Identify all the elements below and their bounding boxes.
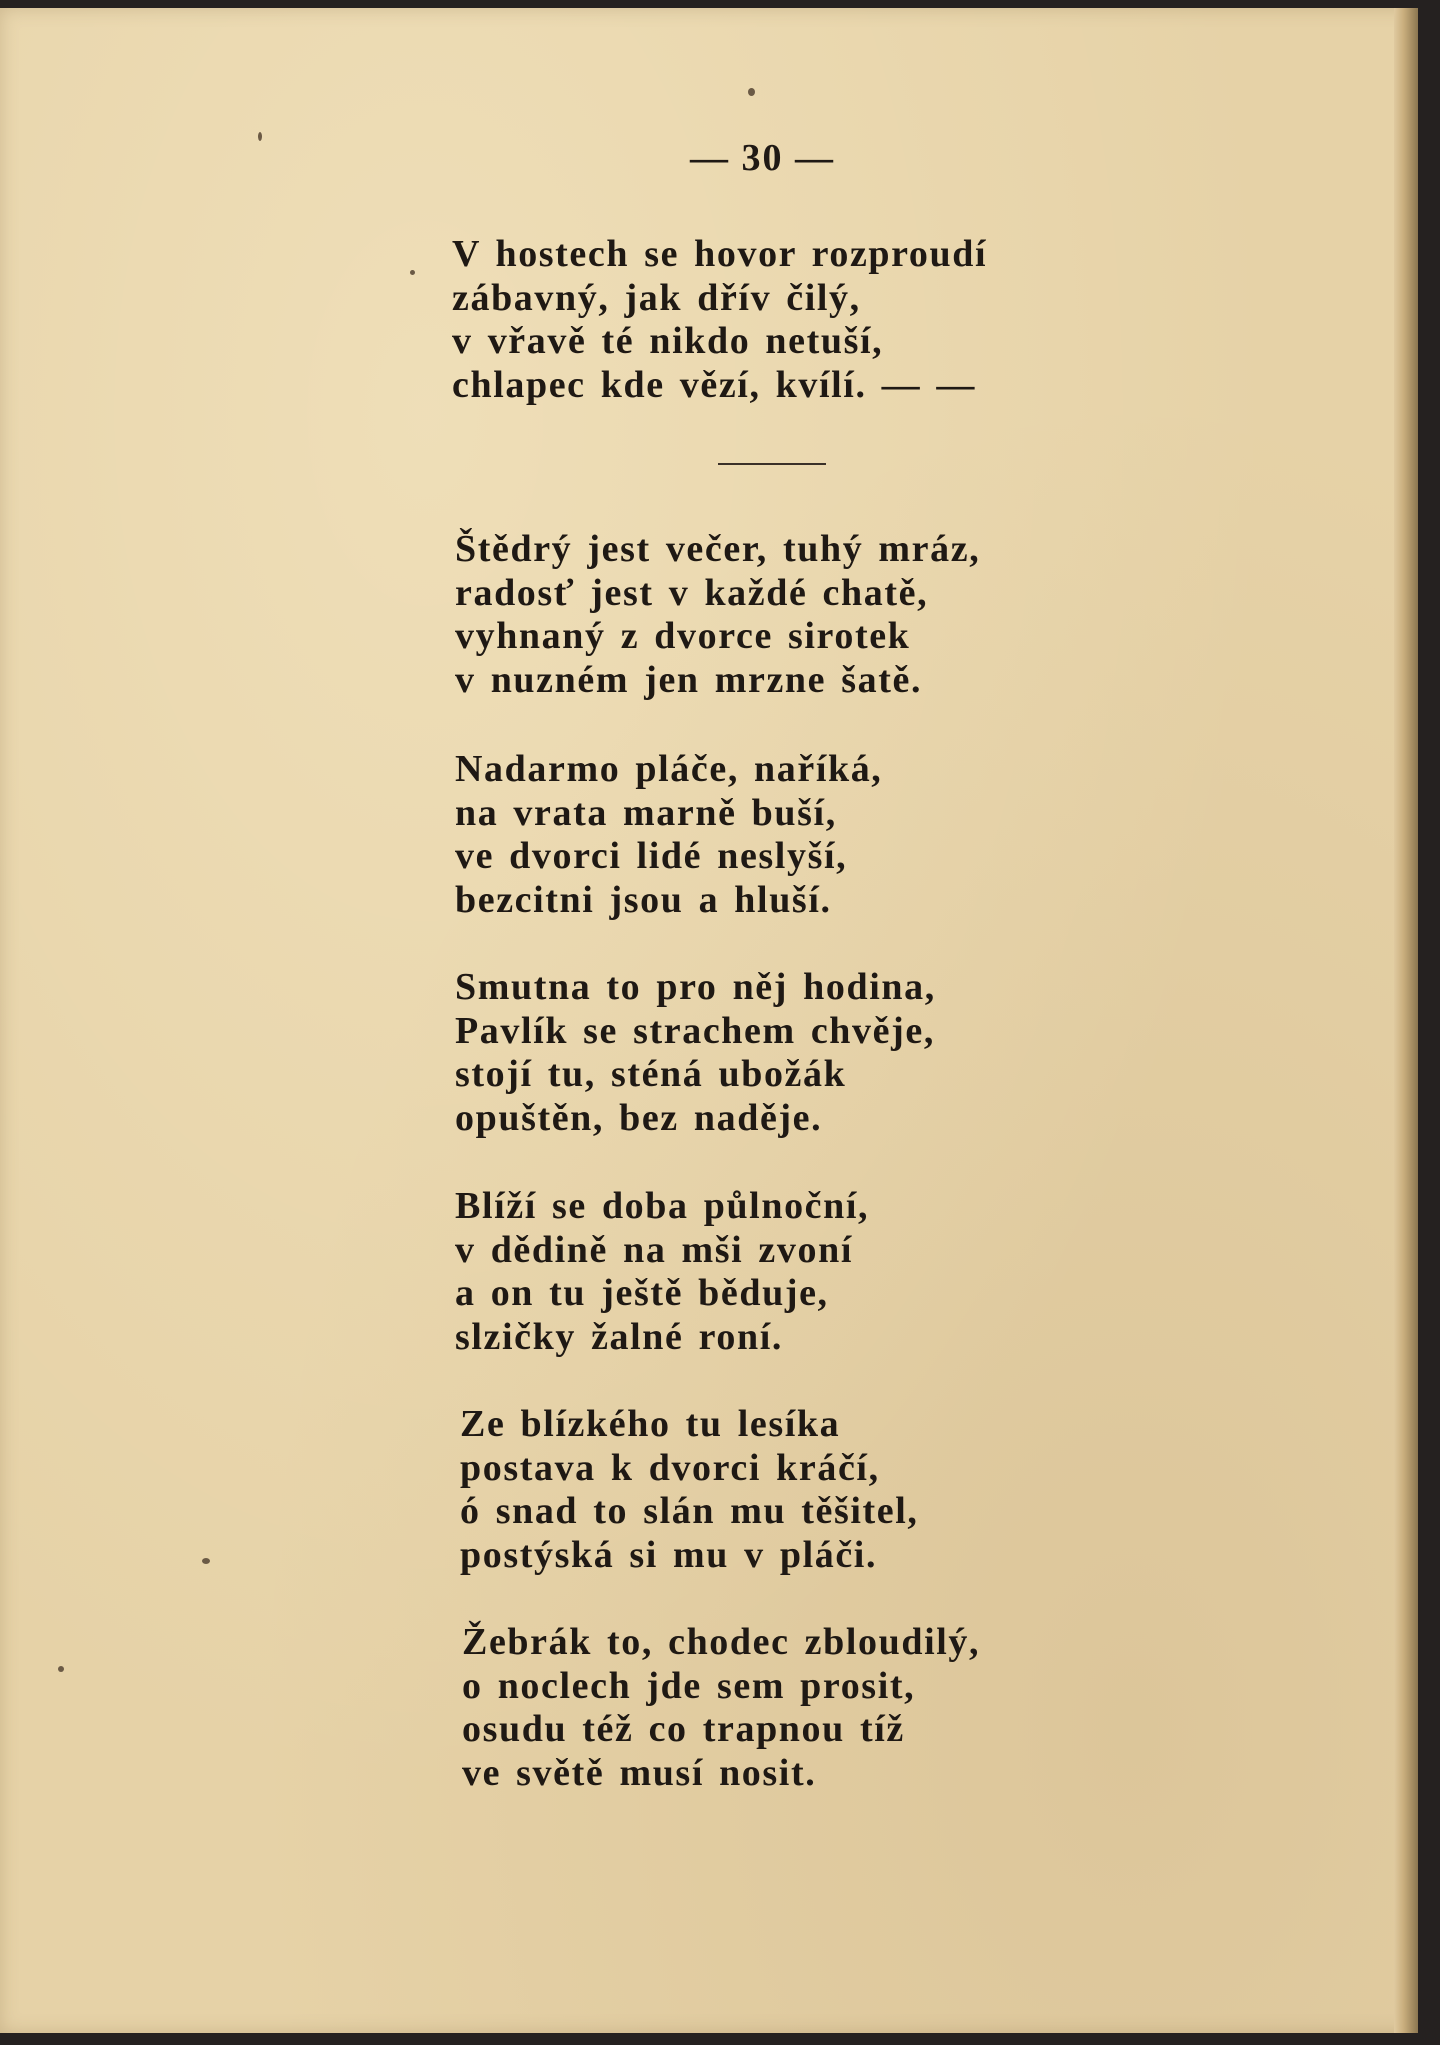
poem-line: vyhnaný z dvorce sirotek [455,615,911,657]
poem-line: v vřavě té nikdo netuší, [452,320,884,362]
poem-line: v dědině na mši zvoní [455,1228,853,1271]
poem-line: radosť jest v každé chatě, [455,571,929,614]
poem-line: opuštěn, bez naděje. [455,1096,823,1139]
poem-line: a on tu ještě běduje, [455,1272,829,1314]
stanza [462,1621,980,1795]
poem-line: stojí tu, sténá ubožák [455,1053,847,1095]
stanza [455,1185,869,1359]
poem-line: Blíží se doba půlnoční, [455,1185,870,1227]
stanza [455,748,882,922]
poem-line: osudu též co trapnou tíž [462,1708,905,1750]
section-divider [718,463,826,465]
page-text [0,8,1418,2033]
poem-line: ve dvorci lidé neslyší, [455,835,848,877]
stanza [455,966,936,1140]
poem-line: na vrata marně buší, [455,791,837,834]
poem-line: v nuzném jen mrzne šatě. [455,658,923,701]
stanza [452,233,987,407]
stanza [455,528,980,702]
poem-line: Žebrák to, chodec zbloudilý, [462,1621,981,1663]
poem-line: chlapec kde vězí, kvílí. — — [452,363,976,406]
page-number: — 30 — [690,137,835,179]
poem-line: Nadarmo pláče, naříká, [455,748,883,790]
poem-line: Smutna to pro něj hodina, [455,966,936,1008]
poem-line: ve světě musí nosit. [462,1751,817,1794]
poem-line: postýská si mu v pláči. [460,1533,878,1576]
poem-line: V hostech se hovor rozproudí [452,233,988,275]
poem-line: ó snad to slán mu těšitel, [460,1490,919,1532]
stanza [460,1403,919,1577]
poem-line: slzičky žalné roní. [455,1315,783,1358]
poem-line: Pavlík se strachem chvěje, [455,1009,935,1052]
poem-line: postava k dvorci kráčí, [460,1446,880,1489]
poem-line: zábavný, jak dřív čilý, [452,276,861,319]
poem-line: o noclech jde sem prosit, [462,1664,916,1707]
poem-line: bezcitni jsou a hluší. [455,878,832,921]
book-page [0,8,1418,2033]
poem-line: Štědrý jest večer, tuhý mráz, [455,528,981,570]
poem-line: Ze blízkého tu lesíka [460,1403,841,1445]
